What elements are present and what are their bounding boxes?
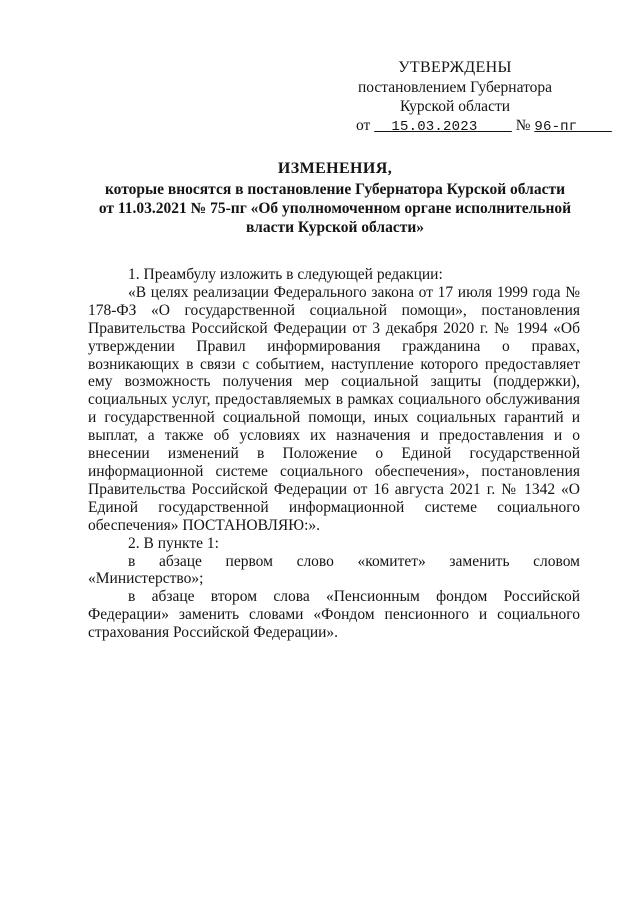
approval-number: 96-пг [534,119,578,135]
approval-date: 15.03.2023 [391,119,478,135]
approval-heading: УТВЕРЖДЕНЫ [398,59,512,76]
paragraph-1: 1. Преамбулу изложить в следующей редакции: [128,266,443,283]
title-line-1: ИЗМЕНЕНИЯ, [277,160,393,177]
paragraph-3: 2. В пункте 1: [128,534,219,552]
title-line-2: которые вносятся в постановление Губернатора Курской области [104,181,566,198]
date-prefix: от [356,117,371,134]
number-prefix: № [515,117,531,134]
document-body [88,266,580,642]
paragraph-4: в абзаце первом слово «комитет» заменить словом «Министерство»; [88,552,580,588]
approval-line-2: Курской области [399,98,511,115]
approval-block [340,58,578,137]
title-line-4: власти Курской области» [245,219,425,236]
paragraph-2: «В целях реализации Федерального закона от 17 июля 1999 года № 178-ФЗ «О государственной социальной помощи», постановления Правительства Российской Федерации от 3 декабря 2020 г. № 1994 «Об утверждении Правил информирования гражданина о правах, возникающих в связи с событием, наступление которого предоставляет ему возможность получения мер социальной защиты (поддержки), социальных услуг, предоставляемых в рамках социального обслуживания и государственной социальной помощи, иных социальных гарантий и выплат, а также об условиях их назначения и предоставления и о внесении изменений в Положение о Единой государственной информационной системе социального обеспечения», постановления Правительства Российской Федерации от 16 августа 2021 г. № 1342 «О Единой государственной информационной системе социального обеспечения» ПОСТАНОВЛЯЮ:». [88,283,580,534]
approval-line-1: постановлением Губернатора [357,79,553,96]
title-line-3: от 11.03.2021 № 75-пг «Об уполномоченном органе исполнительной [98,200,572,217]
paragraph-5: в абзаце втором слова «Пенсионным фондом Российской Федерации» заменить словами «Фондом пенсионного и социального страхования Российской Федерации». [88,588,580,642]
document-title [90,159,580,237]
approval-date-line [356,116,586,137]
